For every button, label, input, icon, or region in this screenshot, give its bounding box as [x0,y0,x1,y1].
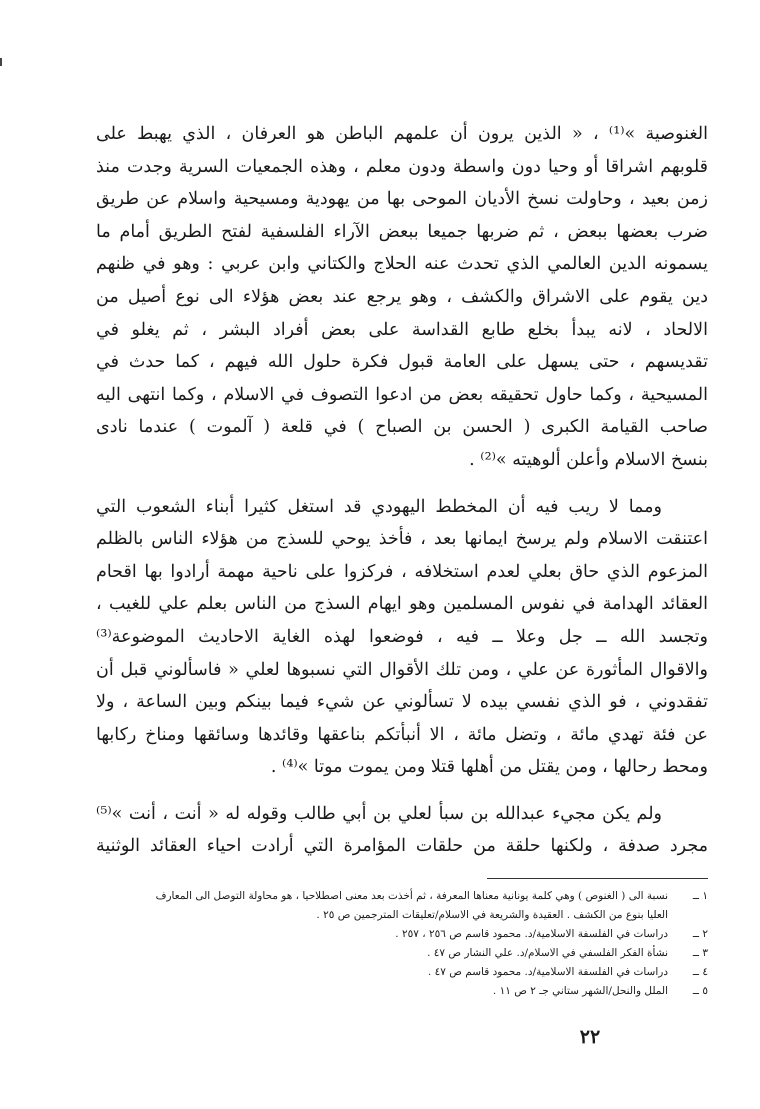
footnote-number: ١ ــ [692,890,708,902]
paragraph-2 [96,491,708,784]
text-line: يسمونه الدين العالمي الذي تحدث عنه الحلاج والكتاني وابن عربي : وهو في ظنهم [96,254,708,275]
text-line: المسيحية ، وكما حاول تحقيقه بعض من ادعوا التصوف في الاسلام ، وكما انتهى اليه [96,384,708,405]
text-line: ومما لا ريب فيه أن المخطط اليهودي قد استغل كثيرا أبناء الشعوب التي [96,496,662,517]
text-line: بنسخ الاسلام وأعلن ألوهيته »⁽²⁾ . [469,449,708,470]
footnote-text: نشأة الفكر الفلسفي في الاسلام/د. علي النشار ص ٤٧ . [427,947,668,959]
paragraph-1 [96,118,708,477]
paragraph-gap [96,477,708,491]
footnote-separator [487,878,708,879]
text-line: ومحط رحالها ، ومن يقتل من أهلها قتلا ومن يموت موتا »⁽⁴⁾ . [270,757,708,778]
footnote-text: الملل والنحل/الشهر ستاني جـ ٢ ص ١١ . [492,985,668,997]
page-number: ٢٢ [579,1026,601,1048]
main-text [96,118,708,863]
text-line: صاحب القيامة الكبرى ( الحسن بن الصباح ) في قلعة ( آلموت ) عندما نادى [96,417,708,438]
text-line: تقديسهم ، حتى يسهل على العامة قبول فكرة حلول الله فيهم ، كما حدث في [96,352,708,373]
text-line: اعتنقت الاسلام ولم يرسخ ايمانها بعد ، فأخذ يوحي للسذج من هؤلاء الناس بالظلم [96,529,708,550]
text-line: ولم يكن مجيء عبدالله بن سبأ لعلي بن أبي طالب وقوله له « أنت ، أنت »⁽⁵⁾ [96,803,662,824]
footnote-2 [92,925,708,944]
paragraph-gap [96,784,708,798]
footnote-4 [92,963,708,982]
text-line: المزعوم الذي حاق بعلي لعدم استخلافه ، فركزوا على ناحية مهمة أرادوا بها اقحام [96,561,708,582]
text-line: الغنوصية »⁽¹⁾ ، « الذين يرون أن علمهم الباطن هو العرفان ، الذي يهبط على [96,124,708,144]
footnote-number: ٥ ــ [692,985,708,997]
footnote-5 [92,982,708,1001]
text-line: عن فئة تهدي مائة ، وتضل مائة ، الا أنبأتكم بناعقها وقائدها وسائقها ومناخ ركابها [96,724,708,745]
text-line: دين يقوم على الاشراق والكشف ، وهو يرجع عند بعض هؤلاء الى نوع أصيل من [96,286,708,307]
footnote-text: دراسات في الفلسفة الاسلامية/د. محمود قاسم ص ٤٧ . [427,966,668,978]
scan-mark [0,58,2,66]
footnote-number: ٤ ــ [692,966,708,978]
text-line: الالحاد ، لانه يبدأ بخلع طابع القداسة على بعض أفراد البشر ، ثم يغلو في [96,319,708,340]
footnotes [92,887,708,1001]
footnote-number: ٢ ــ [692,928,708,940]
footnote-text: دراسات في الفلسفة الاسلامية/د. محمود قاسم ص ٢٥٦ ، ٢٥٧ . [395,928,668,940]
text-line: قلوبهم اشراقا أو وحيا دون واسطة ودون معلم ، وهذه الجمعيات السرية وجدت منذ [96,156,708,177]
footnote-3 [92,944,708,963]
text-line: العقائد الهدامة في نفوس المسلمين وهو ايهام السذج من الناس بعلم علي للغيب ، [96,594,708,615]
footnote-text: نسبة الى ( الغنوص ) وهي كلمة يونانية معناها المعرفة ، ثم أخذت بعد معنى اصطلاحيا ، هو محاولة التوصل الى المعارف [155,890,668,902]
paragraph-3 [96,798,708,863]
footnote-1 [92,887,708,906]
footnote-text-continued: العليا بنوع من الكشف . العقيدة والشريعة في الاسلام/تعليقات المترجمين ص ٢٥ . [316,909,668,921]
text-line: تفقدوني ، فو الذي نفسي بيده لا تسألوني عن شيء فيما بينكم وبين الساعة ، ولا [96,692,708,713]
footnote-number: ٣ ــ [692,947,708,959]
text-line: وتجسد الله ــ جل وعلا ــ فيه ، فوضعوا لهذه الغاية الاحاديث الموضوعة⁽³⁾ [96,626,708,647]
text-line: ضرب بعضها ببعض ، ثم ضربها جميعا ببعض الآراء الفلسفية لفتح الطريق أمام ما [96,221,708,242]
text-line: زمن بعيد ، وحاولت نسخ الأديان الموحى بها من يهودية ومسيحية واسلام عن طريق [96,189,708,210]
text-line: مجرد صدفة ، ولكنها حلقة من حلقات المؤامرة التي أرادت احياء العقائد الوثنية [96,836,708,857]
text-line: والاقوال المأثورة عن علي ، ومن تلك الأقوال التي نسبوها لعلي « فاسألوني قبل أن [96,659,708,680]
